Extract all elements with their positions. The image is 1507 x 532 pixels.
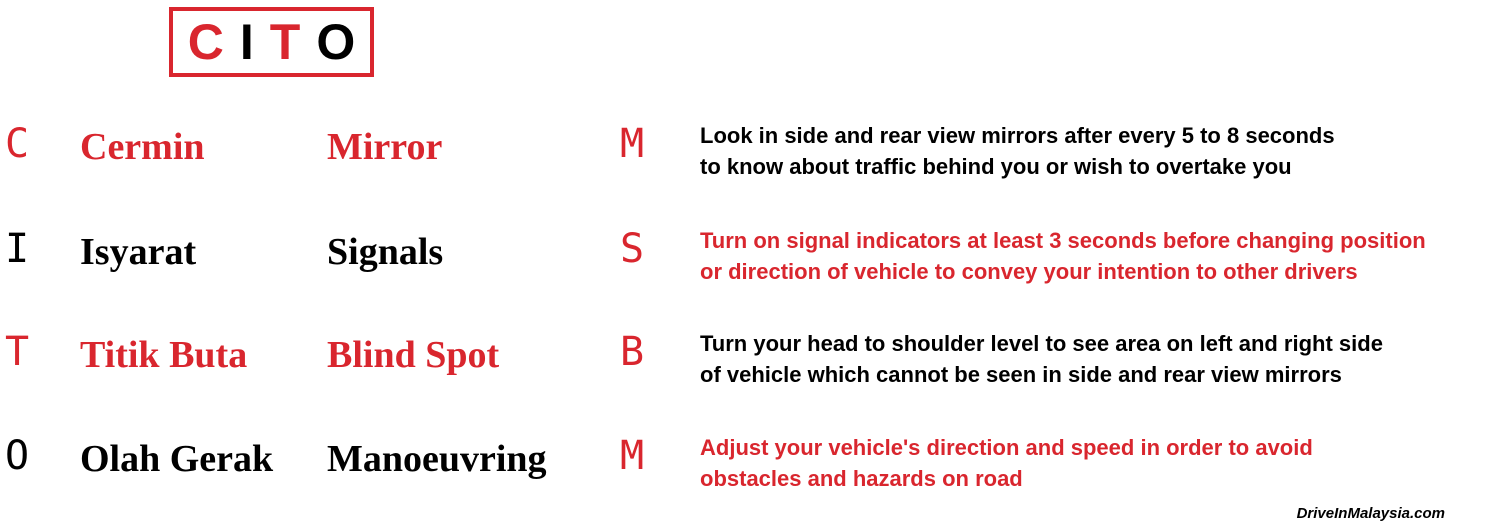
description-line-2: or direction of vehicle to convey your intention to other drivers bbox=[700, 259, 1358, 284]
description-line-1: Look in side and rear view mirrors after every 5 to 8 seconds bbox=[700, 123, 1335, 148]
description-line-2: to know about traffic behind you or wish to overtake you bbox=[700, 154, 1292, 179]
description-line-2: obstacles and hazards on road bbox=[700, 466, 1023, 491]
row-description bbox=[700, 225, 1505, 287]
row-letter: O bbox=[5, 433, 30, 479]
row-titik-buta bbox=[0, 329, 1507, 422]
row-letter: C bbox=[5, 121, 30, 167]
title-letter-i: I bbox=[239, 14, 254, 70]
english-letter: M bbox=[620, 121, 645, 167]
row-letter: I bbox=[5, 226, 30, 272]
malay-term: Titik Buta bbox=[80, 334, 248, 376]
row-letter: T bbox=[5, 329, 30, 375]
row-olah-gerak bbox=[0, 433, 1507, 526]
malay-term: Olah Gerak bbox=[80, 438, 274, 480]
english-letter: B bbox=[620, 329, 645, 375]
title-letter-o: O bbox=[316, 14, 356, 70]
title-letter-c: C bbox=[187, 14, 224, 70]
malay-term: Cermin bbox=[80, 126, 205, 168]
cito-title-box bbox=[169, 7, 374, 77]
english-term: Mirror bbox=[327, 126, 443, 168]
description-line-1: Turn on signal indicators at least 3 seconds before changing position bbox=[700, 228, 1426, 253]
english-term: Signals bbox=[327, 231, 444, 273]
row-description bbox=[700, 328, 1505, 390]
row-isyarat bbox=[0, 226, 1507, 319]
title-letter-t: T bbox=[269, 14, 301, 70]
source-credit: DriveInMalaysia.com bbox=[1296, 505, 1445, 522]
row-description bbox=[700, 120, 1505, 182]
description-line-1: Adjust your vehicle's direction and speed in order to avoid bbox=[700, 435, 1313, 460]
malay-term: Isyarat bbox=[80, 231, 197, 273]
row-cermin bbox=[0, 121, 1507, 214]
english-term: Manoeuvring bbox=[327, 438, 547, 480]
row-description bbox=[700, 432, 1505, 494]
english-letter: M bbox=[620, 433, 645, 479]
description-line-1: Turn your head to shoulder level to see area on left and right side bbox=[700, 331, 1383, 356]
description-line-2: of vehicle which cannot be seen in side and rear view mirrors bbox=[700, 362, 1342, 387]
english-term: Blind Spot bbox=[327, 334, 500, 376]
english-letter: S bbox=[620, 226, 645, 272]
